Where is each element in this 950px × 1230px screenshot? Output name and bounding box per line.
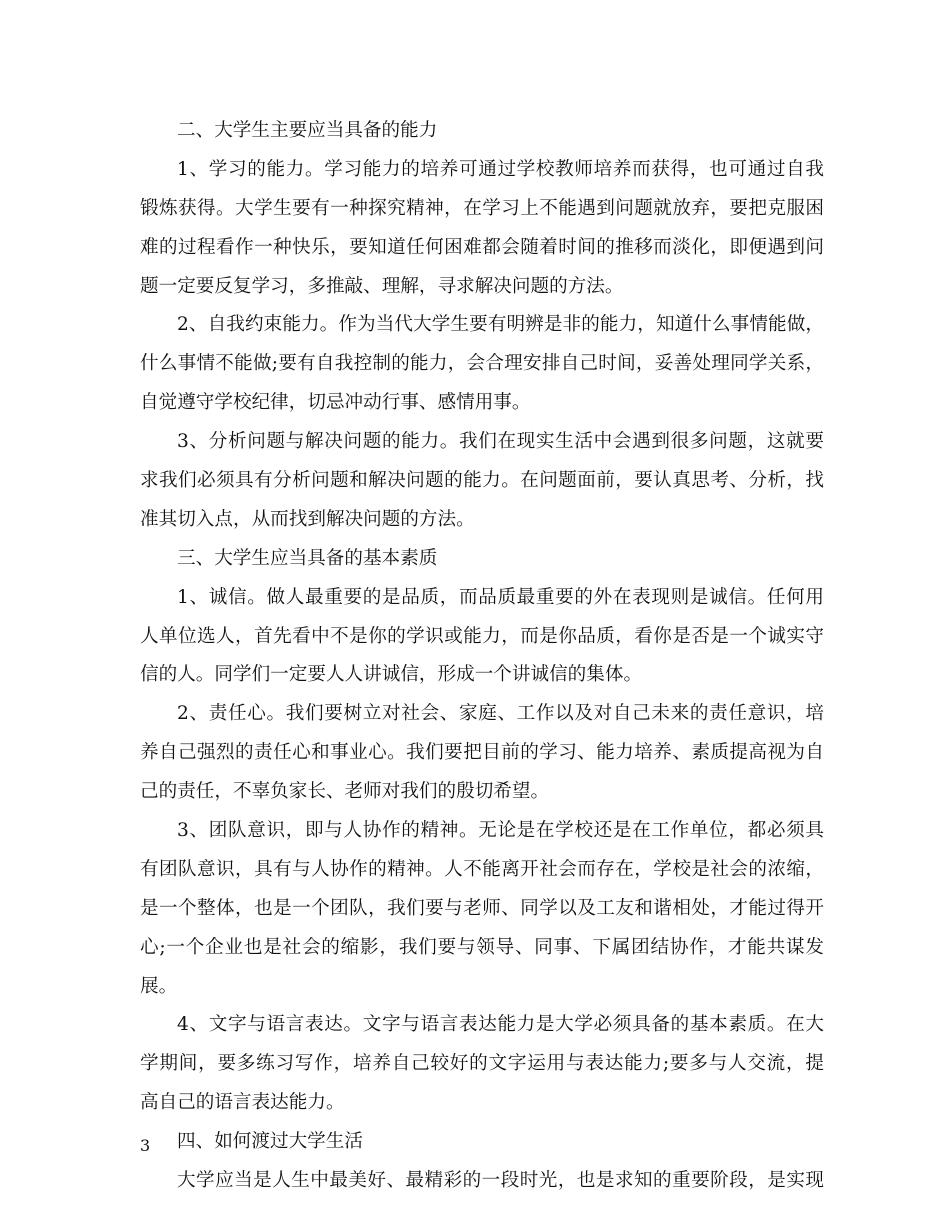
paragraph-line: 学期间，要多练习写作，培养自己较好的文字运用与表达能力;要多与人交流，提	[140, 1053, 824, 1075]
document-body	[140, 112, 824, 1201]
paragraph-line: 是一个整体，也是一个团队，我们要与老师、同学以及工友和谐相处，才能过得开	[140, 897, 824, 919]
paragraph-line: 展。	[140, 975, 178, 997]
paragraph-line: 锻炼获得。大学生要有一种探究精神，在学习上不能遇到问题就放弃，要把克服困	[140, 197, 824, 219]
paragraph-line: 人单位选人，首先看中不是你的学识或能力，而是你品质，看你是否是一个诚实守	[140, 625, 824, 647]
paragraph-line: 信的人。同学们一定要人人讲诚信，形成一个讲诚信的集体。	[140, 664, 643, 686]
paragraph-line: 3、团队意识，即与人协作的精神。无论是在学校还是在工作单位，都必须具	[177, 820, 824, 842]
paragraph-line: 大学应当是人生中最美好、最精彩的一段时光，也是求知的重要阶段，是实现	[177, 1170, 824, 1192]
paragraph-line: 4、文字与语言表达。文字与语言表达能力是大学必须具备的基本素质。在大	[177, 1014, 824, 1036]
paragraph-line: 难的过程看作一种快乐，要知道任何困难都会随着时间的推移而淡化，即便遇到问	[140, 236, 824, 258]
paragraph-line: 题一定要反复学习，多推敲、理解，寻求解决问题的方法。	[140, 275, 624, 297]
paragraph-line: 高自己的语言表达能力。	[140, 1092, 345, 1114]
paragraph-line: 求我们必须具有分析问题和解决问题的能力。在问题面前，要认真思考、分析，找	[140, 470, 824, 492]
section-heading-2: 二、大学生主要应当具备的能力	[177, 120, 438, 141]
paragraph-line: 2、自我约束能力。作为当代大学生要有明辨是非的能力，知道什么事情能做，	[177, 314, 824, 336]
paragraph-line: 3、分析问题与解决问题的能力。我们在现实生活中会遇到很多问题，这就要	[177, 431, 824, 453]
paragraph-line: 什么事情不能做;要有自我控制的能力，会合理安排自己时间，妥善处理同学关系，	[140, 353, 824, 375]
section-heading-3: 三、大学生应当具备的基本素质	[177, 547, 438, 569]
section-heading-4: 四、如何渡过大学生活	[177, 1131, 363, 1153]
paragraph-line: 1、诚信。做人最重要的是品质，而品质最重要的外在表现则是诚信。任何用	[177, 586, 824, 608]
page-number: 3	[140, 1136, 151, 1155]
paragraph-line: 养自己强烈的责任心和事业心。我们要把目前的学习、能力培养、素质提高视为自	[140, 742, 824, 764]
paragraph-line: 1、学习的能力。学习能力的培养可通过学校教师培养而获得，也可通过自我	[177, 158, 824, 180]
paragraph-line: 准其切入点，从而找到解决问题的方法。	[140, 508, 475, 530]
paragraph-line: 自觉遵守学校纪律，切忌冲动行事、感情用事。	[140, 392, 531, 414]
paragraph-line: 2、责任心。我们要树立对社会、家庭、工作以及对自己未来的责任意识，培	[177, 703, 824, 725]
paragraph-line: 有团队意识，具有与人协作的精神。人不能离开社会而存在，学校是社会的浓缩，	[140, 858, 824, 880]
paragraph-line: 心;一个企业也是社会的缩影，我们要与领导、同事、下属团结协作，才能共谋发	[140, 936, 824, 958]
paragraph-line: 己的责任，不辜负家长、老师对我们的殷切希望。	[140, 781, 550, 803]
